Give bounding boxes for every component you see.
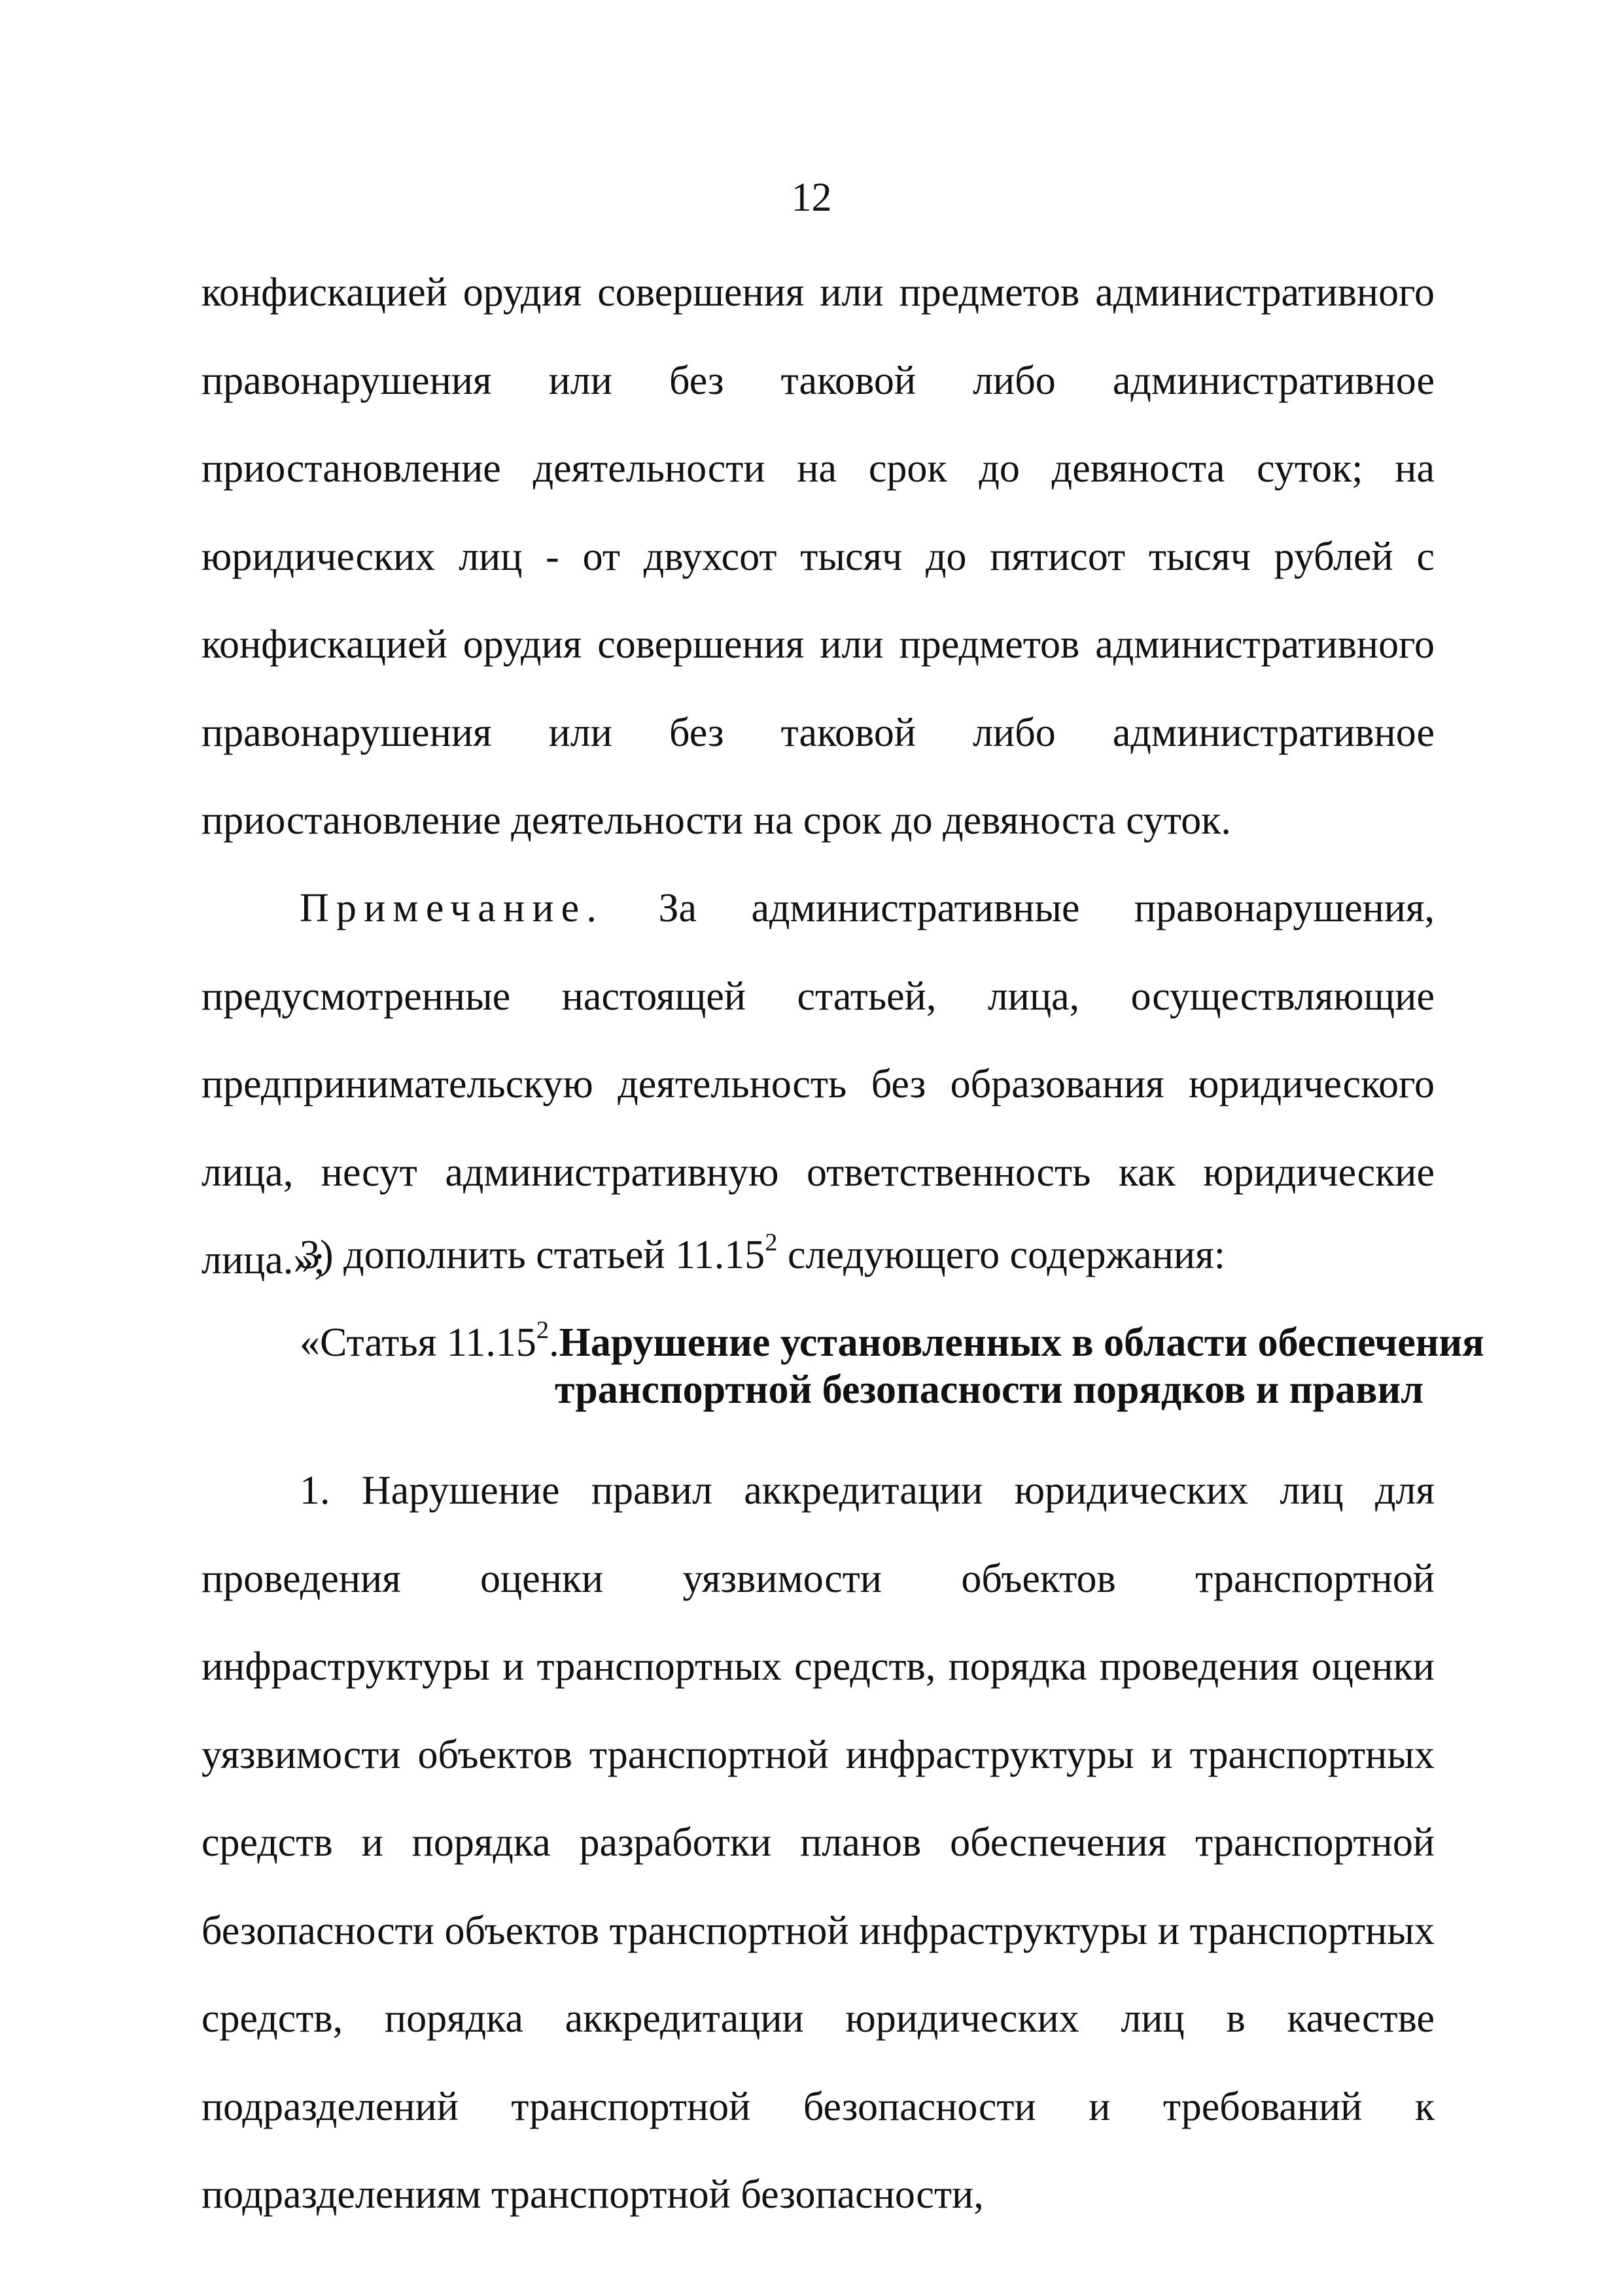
article-heading: [300, 1316, 1484, 1413]
amendment-suffix: следующего содержания:: [777, 1233, 1225, 1277]
article-heading-line-1: [300, 1316, 1484, 1366]
note-label: Примечание.: [300, 886, 604, 930]
article-superscript: 2: [536, 1316, 550, 1345]
article-prefix: «Статья 11.15: [300, 1320, 536, 1365]
note-text: За административные правонарушения, предусмотренные настоящей статьей, лица, осуществляющие предпринимательскую деятельность без образования юридического лица, несут административную ответственность как юридические лица.»;: [201, 886, 1435, 1282]
paragraph-continuation: конфискацией орудия совершения или предметов административного правонарушения или без таковой либо административное приостановление деятельности на срок до девяноста суток; на юридических лиц - от двухсот тысяч до пятисот тысяч рублей с конфискацией орудия совершения или предметов административного правонарушения или без таковой либо административное приостановление деятельности на срок до девяноста суток.: [201, 270, 1435, 843]
article-title-line-1: Нарушение установленных в области обеспечения: [559, 1320, 1484, 1365]
text-block-paragraph-1: [201, 1447, 1435, 2239]
article-number: [300, 1316, 559, 1366]
page-number: 12: [791, 175, 832, 220]
article-dot: .: [549, 1320, 559, 1365]
text-block-continuation: [201, 249, 1435, 865]
amendment-line: [300, 1229, 1225, 1281]
amendment-prefix: 3) дополнить статьей 11.15: [300, 1233, 765, 1277]
amendment-superscript: 2: [765, 1229, 778, 1257]
paragraph-1: 1. Нарушение правил аккредитации юридических лиц для проведения оценки уязвимости объектов транспортной инфраструктуры и транспортных средств, порядка проведения оценки уязвимости объектов транспортной инфраструктуры и транспортных средств и порядка разработки планов обеспечения транспортной безопасности объектов транспортной инфраструктуры и транспортных средств, порядка аккредитации юридических лиц в качестве подразделений транспортной безопасности и требований к подразделениям транспортной безопасности,: [201, 1468, 1435, 2217]
article-title-line-2: транспортной безопасности порядков и правил: [555, 1368, 1424, 1412]
